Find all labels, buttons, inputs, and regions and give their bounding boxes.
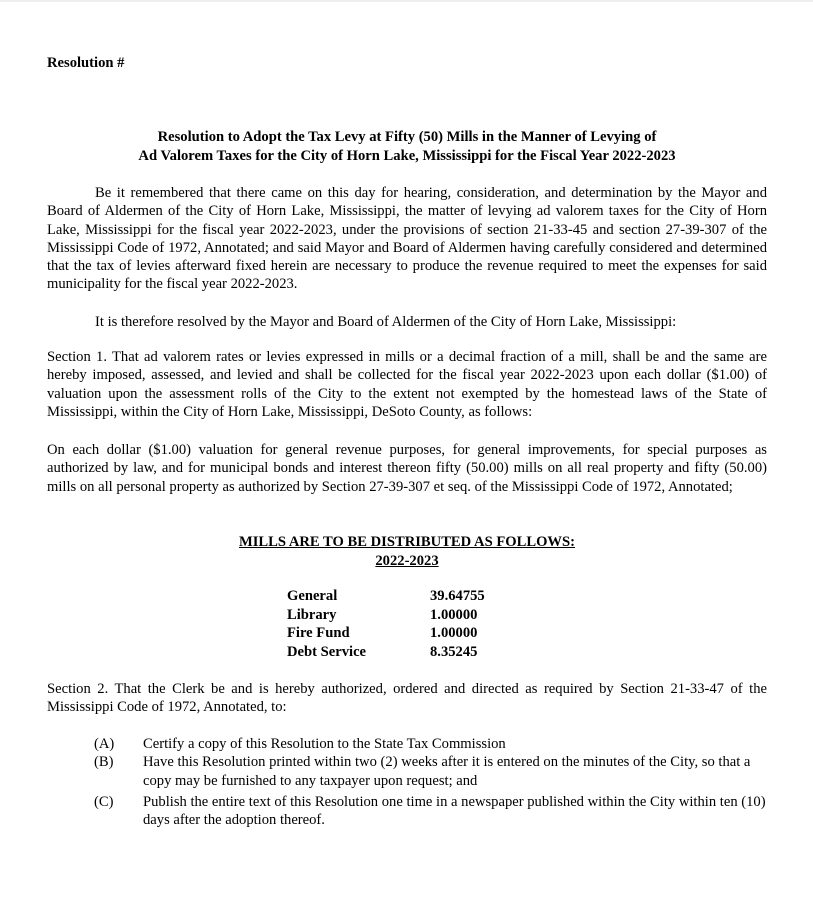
distribution-year: 2022-2023 (375, 552, 439, 569)
mill-value: 39.64755 (430, 588, 485, 604)
list-item (94, 793, 767, 830)
mill-value: 1.00000 (430, 606, 478, 623)
resolution-number-label: Resolution # (47, 55, 125, 71)
title-line-1: Resolution to Adopt the Tax Levy at Fifty (50) Mills in the Manner of Levying of (157, 129, 657, 145)
table-row (287, 624, 485, 643)
list-item (94, 753, 767, 790)
distribution-heading (47, 533, 767, 570)
mill-name: Fire Fund (287, 625, 350, 641)
list-item-label: (B) (94, 754, 114, 771)
clerk-directives-list (94, 735, 767, 829)
paragraph-each-dollar: On each dollar ($1.00) valuation for general revenue purposes, for general improvements, for special purposes as authorized by law, and for municipal bonds and interest thereon fifty (50.00) mills on all real property and fifty (50.00) mills on all personal property as authorized by Section 27-39-307 et seq. of the Mississippi Code of 1972, Annotated; (47, 442, 767, 495)
mill-value: 1.00000 (430, 625, 478, 641)
list-item-label: (A) (94, 736, 115, 752)
list-item-text: Publish the entire text of this Resolution one time in a newspaper published within the City within ten (10) days after the adoption thereof. (143, 793, 766, 829)
list-item (94, 735, 767, 753)
mill-name: Library (287, 606, 337, 623)
mill-name: Debt Service (287, 643, 367, 660)
section-1-paragraph: Section 1. That ad valorem rates or levies expressed in mills or a decimal fraction of a mill, shall be and the same are hereby imposed, assessed, and levied and shall be collected for the fiscal year 2022-2023 upon each dollar ($1.00) of valuation upon the assessment rolls of the City to the extent not exempted by the homestead laws of the State of Mississippi, within the City of Horn Lake, Mississippi, DeSoto County, as follows: (47, 349, 767, 420)
mills-distribution-table (287, 587, 485, 661)
mill-value: 8.35245 (430, 643, 478, 660)
paragraph-be-it-remembered: Be it remembered that there came on this day for hearing, consideration, and determination by the Mayor and Board of Aldermen of the City of Horn Lake, Mississippi, the matter of levying ad valorem taxes for the City of Horn Lake, Mississippi for the fiscal year 2022-2023, under the provisions of section 21-33-45 and section 27-39-307 of the Mississippi Code of 1972, Annotated; and said Mayor and Board of Aldermen having carefully considered and determined that the tax of levies afterward fixed herein are necessary to produce the revenue required to meet the expenses for said municipality for the fiscal year 2022-2023. (47, 185, 767, 293)
list-item-text: Certify a copy of this Resolution to the State Tax Commission (143, 736, 506, 752)
distribution-heading-text: MILLS ARE TO BE DISTRIBUTED AS FOLLOWS: (238, 534, 576, 550)
resolution-title (47, 128, 767, 165)
list-item-text: Have this Resolution printed within two (2) weeks after it is entered on the minutes of the City, so that a copy may be furnished to any taxpayer upon request; and (143, 754, 751, 789)
paragraph-therefore-resolved: It is therefore resolved by the Mayor and Board of Aldermen of the City of Horn Lake, Mississippi: (95, 314, 677, 330)
list-item-label: (C) (94, 793, 114, 810)
section-2-paragraph: Section 2. That the Clerk be and is hereby authorized, ordered and directed as required by Section 21-33-47 of the Mississippi Code of 1972, Annotated, to: (47, 681, 767, 716)
mill-name: General (287, 588, 338, 604)
table-row (287, 643, 485, 662)
page-top-border (0, 0, 813, 2)
table-row (287, 606, 485, 625)
title-line-2: Ad Valorem Taxes for the City of Horn Lake, Mississippi for the Fiscal Year 2022-2023 (138, 147, 676, 164)
table-row (287, 587, 485, 606)
